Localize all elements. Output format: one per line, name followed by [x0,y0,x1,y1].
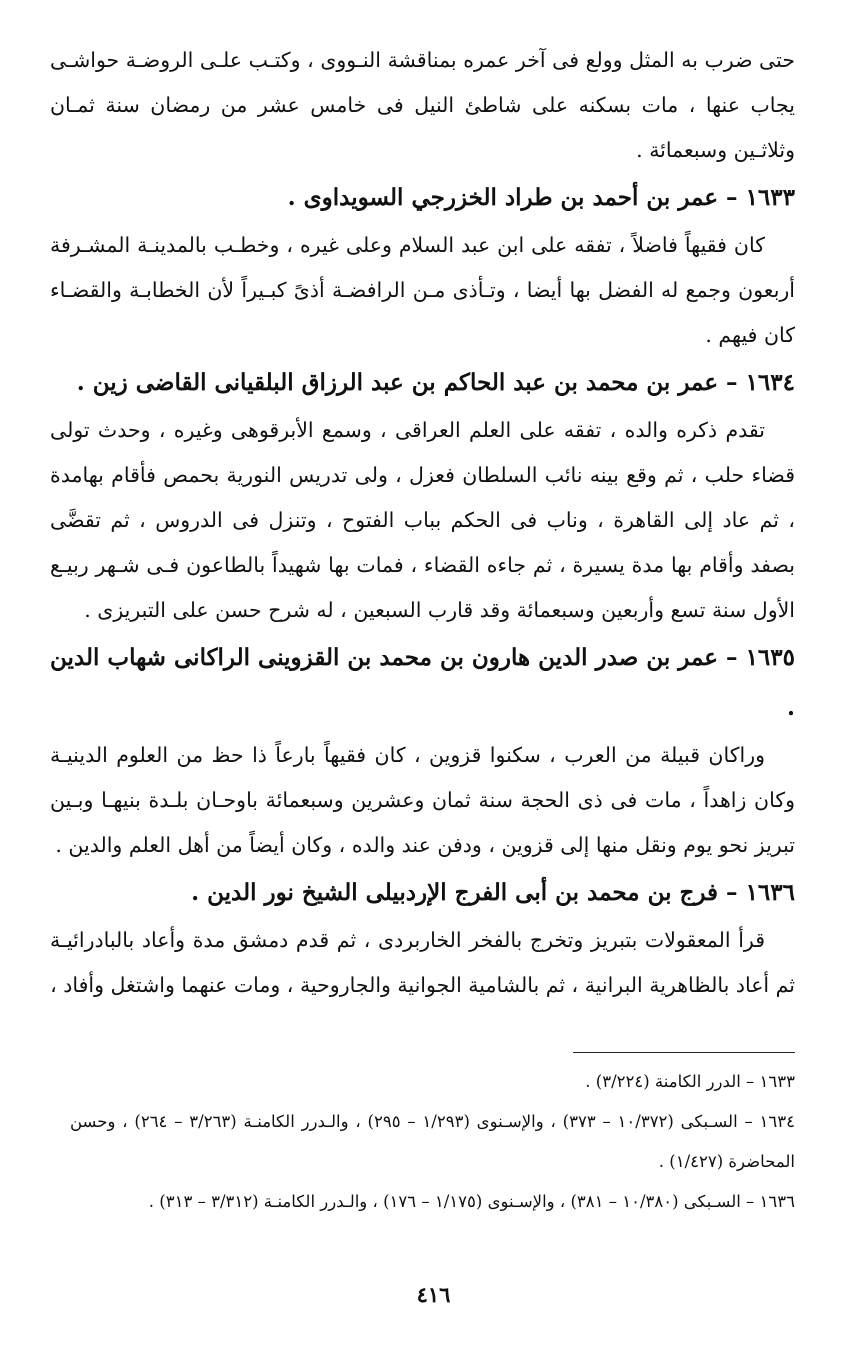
paragraph-continued: حتى ضرب به المثل وولع فى آخر عمره بمناقشة النـووى ، وكتـب علـى الروضـة حواشـى يجاب عنها ، مات بسكنه على شاطئ النيل فى خامس عشر من رمضان سنة ثمـان وثلاثـين وسبعمائة . [50,48,795,162]
footnote-1636: ١٦٣٦ – السـبكى (١٠/٣٨٠ – ٣٨١) ، والإسـنوى (١/١٧٥ – ١٧٦) ، والـدرر الكامنـة (٣/٣١٢ – ٣١٣) . [148,1192,795,1211]
footnote-1634: ١٦٣٤ – السـبكى (١٠/٣٧٢ – ٣٧٣) ، والإسـنوى (١/٢٩٣ – ٢٩٥) ، والـدرر الكامنـة (٣/٢٦٣ – ٢٦٤) ، وحسن المحاضرة (١/٤٢٧) . [70,1112,795,1171]
entry-heading-1633: ١٦٣٣ – عمر بن أحمد بن طراد الخزرجي السويداوى . [287,184,795,211]
footnote-separator [573,1052,795,1053]
main-text [50,38,795,1008]
footnotes [70,1062,795,1222]
footnote-1633: ١٦٣٣ – الدرر الكامنة (٣/٢٢٤) . [585,1072,795,1091]
paragraph-1636: قرأ المعقولات بتبريز وتخرج بالفخر الخاربردى ، ثم قدم دمشق مدة وأعاد بالبادرائيـة ثم أعاد بالظاهرية البرانية ، ثم بالشامية الجوانية والجاروحية ، ومات عنهما واشتغل وأفاد ، [50,928,795,997]
entry-heading-1635: ١٦٣٥ – عمر بن صدر الدين هارون بن محمد بن القزوينى الراكانى شهاب الدين . [50,644,795,721]
entry-heading-1634: ١٦٣٤ – عمر بن محمد بن عبد الحاكم بن عبد الرزاق البلقيانى القاضى زين . [76,369,795,396]
paragraph-1635: وراكان قبيلة من العرب ، سكنوا قزوين ، كان فقيهاً بارعاً ذا حظ من العلوم الدينيـة وكان زاهداً ، مات فى ذى الحجة سنة ثمان وعشرين وسبعمائة باوحـان بلـدة بنيهـا وبـين تبريز نحو يوم ونقل منها إلى قزوين ، ودفن عند والده ، وكان أيضاً من أهل العلم والدين . [50,743,795,857]
paragraph-1634: تقدم ذكره والده ، تفقه على العلم العراقى ، وسمع الأبرقوهى وغيره ، وحدث تولى قضاء حلب ، ثم وقع بينه نائب السلطان فعزل ، ولى تدريس النورية بحمص فأقام بهامدة ، ثم عاد إلى القاهرة ، وناب فى الحكم بباب الفتوح ، وتنزل فى الدروس ، ثم تقضَّى بصفد وأقام بها مدة يسيرة ، ثم جاءه القضاء ، فمات بها شهيداً بالطاعون فـى شـهر ربيـع الأول سنة تسع وأربعين وسبعمائة وقد قارب السبعين ، له شرح حسن على التبريزى . [50,418,795,622]
paragraph-1633: كان فقيهاً فاضلاً ، تفقه على ابن عبد السلام وعلى غيره ، وخطـب بالمدينـة المشـرفة أربعون وجمع له الفضل بها أيضا ، وتـأذى مـن الرافضـة أذىً كبـيراً لأن الخطابـة والقضـاء كان فيهم . [50,233,795,347]
page-number: ٤١٦ [416,1282,451,1307]
entry-heading-1636: ١٦٣٦ – فرج بن محمد بن أبى الفرج الإردبيلى الشيخ نور الدين . [191,879,795,906]
